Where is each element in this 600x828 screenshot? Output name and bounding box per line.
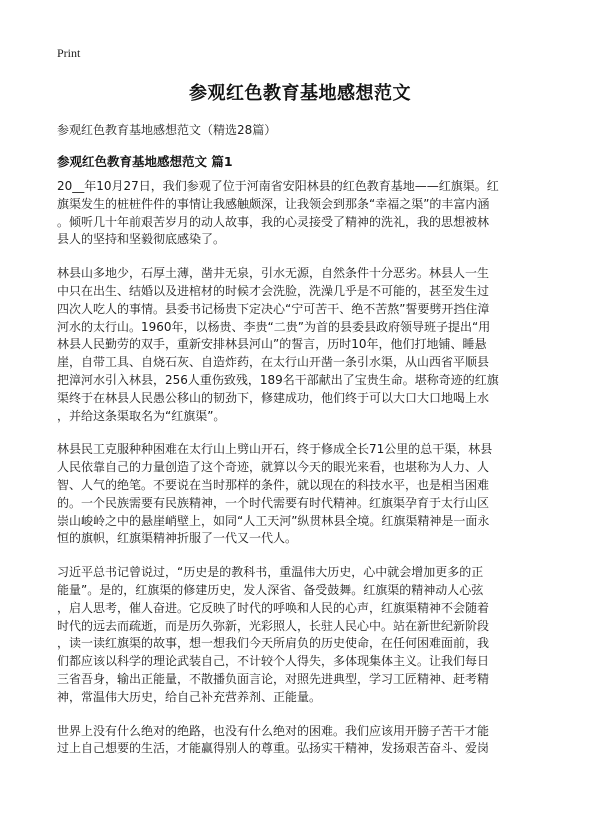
text-line: 旗渠发生的桩桩件件的事情让我感触颇深，让我领会到那条“幸福之渠”的丰富内涵: [57, 196, 490, 211]
text-line: 恒的旗帜，红旗渠精神折服了一代又一代人。: [57, 531, 298, 546]
text-line: 时代的远去而疏逝，而是历久弥新，光彩照人，长驻人民心中。站在新世纪新阶段: [57, 618, 490, 633]
text-line: 过上自己想要的生活，才能赢得别人的尊重。弘扬实干精神，发扬艰苦奋斗、爱岗: [57, 741, 490, 756]
text-line: 能量”。是的，红旗渠的修建历史，发人深省、备受鼓舞。红旗渠的精神动人心弦: [57, 582, 484, 597]
text-line: 智、人气的绝笔。不要说在当时那样的条件，就以现在的科技水平，也是相当困难: [57, 477, 490, 492]
text-line: 世界上没有什么绝对的绝路，也没有什么绝对的困难。我们应该用开膀子苦干才能: [57, 723, 490, 738]
text-line: ，并给这条渠取名为“红旗渠”。: [57, 408, 226, 423]
text-line: 林县人民勤劳的双手，重新安排林县河山”的誓言，历时10年，他们打地铺、睡悬: [57, 337, 487, 352]
text-line: 崖，自带工具、自烧石灰、自造炸药，在太行山开凿一条引水渠，从山西省平顺县: [57, 355, 490, 370]
paragraph: [57, 441, 547, 548]
paragraph: [57, 178, 547, 249]
text-line: 县人的坚持和坚毅彻底感染了。: [57, 232, 226, 247]
text-line: 们都应该以科学的理论武装自己，不计较个人得失，多体现集体主义。让我们每日: [57, 654, 490, 669]
paragraph: [57, 723, 547, 759]
text-line: 。倾听几十年前艰苦岁月的动人故事，我的心灵接受了精神的洗礼，我的思想被林: [57, 214, 490, 229]
section-heading: 参观红色教育基地感想范文 篇1: [57, 154, 233, 169]
text-line: 的。一个民族需要有民族精神，一个时代需要有时代精神。红旗渠孕育于太行山区: [57, 495, 490, 510]
text-line: 林县民工克服种种困难在太行山上劈山开石，终于修成全长71公里的总干渠，林县: [57, 442, 493, 457]
text-line: 把漳河水引入林县，256人重伤致残，189名干部献出了宝贵生命。堪称奇迹的红旗: [57, 372, 499, 387]
text-line: 人民依靠自己的力量创造了这个奇迹，就算以今天的眼光来看，也堪称为人力、人: [57, 460, 490, 475]
document-subtitle: 参观红色教育基地感想范文（精选28篇）: [57, 123, 277, 137]
text-line: ，启人思考，催人奋进。它反映了时代的呼唤和人民的心声，红旗渠精神不会随着: [57, 600, 490, 615]
article-body: [57, 178, 547, 774]
text-line: 四次人吃人的事情。县委书记杨贵下定决心“宁可苦干、绝不苦熬”誓要劈开挡住漳: [57, 301, 490, 316]
paragraph: [57, 564, 547, 706]
paragraph: [57, 265, 547, 425]
text-line: 河水的太行山。1960年，以杨贵、李贵“二贵”为首的县委县政府领导班子提出“用: [57, 319, 491, 334]
text-line: 林县山多地少，石厚土薄，凿井无泉，引水无源，自然条件十分恶劣。林县人一生: [57, 266, 490, 281]
text-line: 20__年10月27日，我们参观了位于河南省安阳林县的红色教育基地——红旗渠。红: [57, 179, 499, 193]
text-line: 三省吾身，输出正能量，不散播负面言论，对照先进典型，学习工匠精神、赶考精: [57, 671, 490, 686]
text-line: 习近平总书记曾说过，“历史是的教科书，重温伟大历史，心中就会增加更多的正: [57, 565, 484, 580]
text-line: 中只在出生、结婚以及进棺材的时候才会洗脸，洗澡几乎是不可能的，甚至发生过: [57, 283, 490, 298]
print-link[interactable]: Print: [57, 46, 81, 60]
text-line: 神，常温伟大历史，给自己补充营养剂、正能量。: [57, 689, 322, 704]
text-line: 渠终于在林县人民愚公移山的韧劲下，修建成功，他们终于可以大口大口地喝上水: [57, 390, 490, 405]
text-line: 崇山峻岭之中的悬崖峭壁上，如同“人工天河”纵贯林县全境。红旗渠精神是一面永: [57, 513, 490, 528]
text-line: ，读一读红旗渠的故事，想一想我们今天所肩负的历史使命，在任何困难面前，我: [57, 636, 490, 651]
document-title: 参观红色教育基地感想范文: [189, 83, 411, 104]
